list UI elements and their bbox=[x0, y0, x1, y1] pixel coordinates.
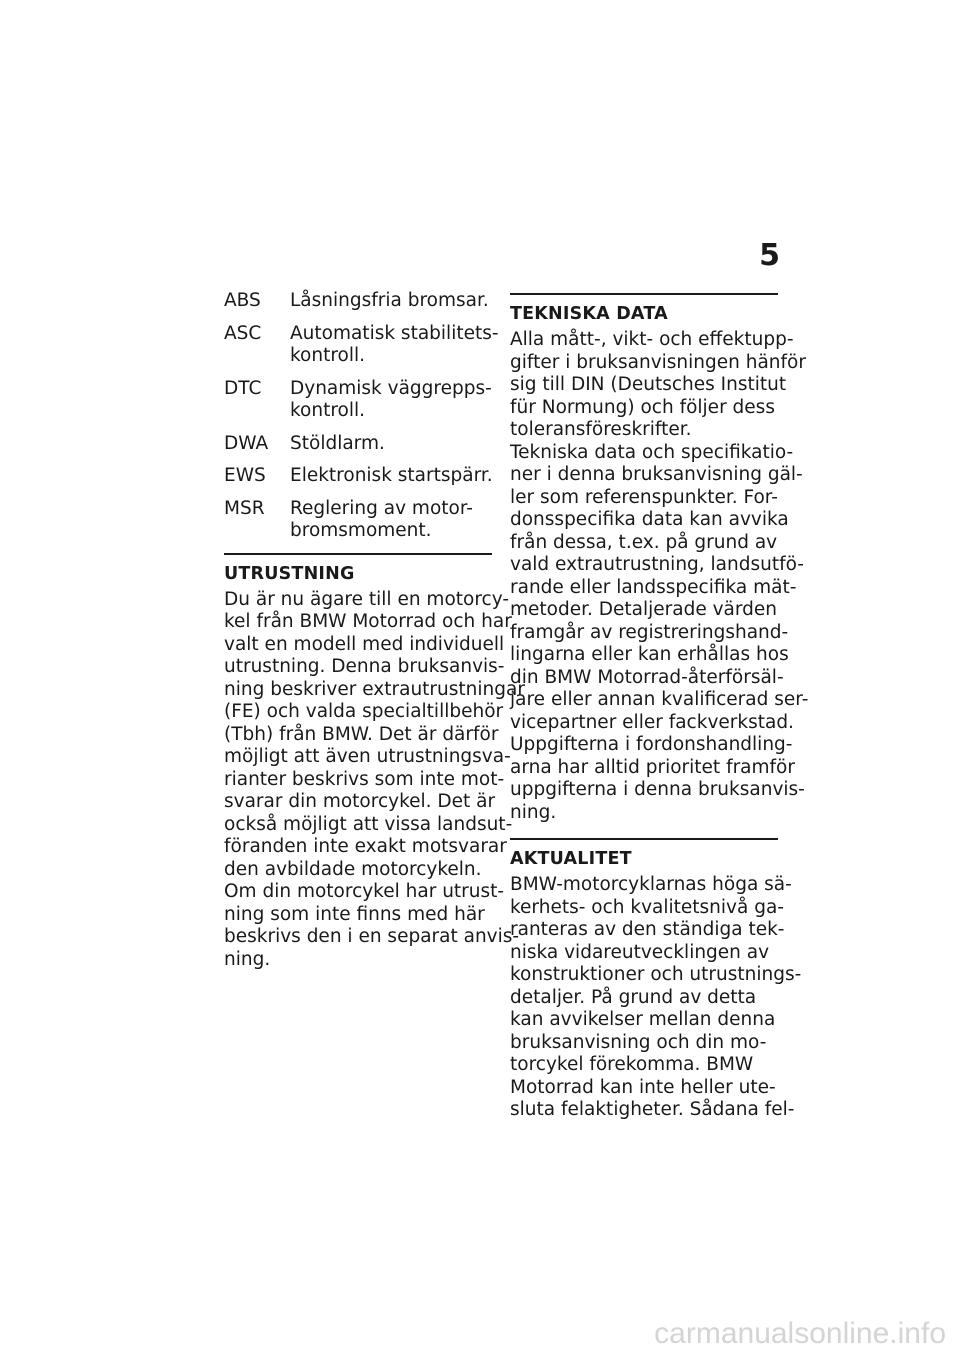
text-line: bromsmoment. bbox=[290, 520, 432, 541]
text-line: BMW-motorcyklarnas höga sä- bbox=[510, 874, 792, 895]
abbreviation-term: DTC bbox=[224, 377, 262, 399]
section-title-tekniska-data: TEKNISKA DATA bbox=[510, 304, 668, 324]
text-line: ranteras av den ständiga tek- bbox=[510, 919, 785, 940]
text-line: också möjligt att vissa landsut- bbox=[224, 813, 513, 835]
text-line: vicepartner eller fackverkstad. bbox=[510, 711, 794, 733]
abbreviation-definition bbox=[290, 498, 492, 543]
abbreviation-row bbox=[224, 498, 492, 543]
section-title-utrustning: UTRUSTNING bbox=[224, 563, 355, 584]
text-line: ning. bbox=[510, 801, 557, 823]
text-line: toleransföreskrifter. bbox=[510, 419, 692, 440]
text-line: Reglering av motor- bbox=[290, 497, 473, 519]
page-number: 5 bbox=[759, 238, 780, 273]
text-line: bruksanvisning och din mo- bbox=[510, 1031, 767, 1053]
paragraph bbox=[224, 588, 525, 882]
watermark: carmanualsonline.info bbox=[654, 1317, 946, 1350]
text-line: konstruktioner och utrustnings- bbox=[510, 964, 802, 985]
text-line: niska vidareutvecklingen av bbox=[510, 941, 770, 963]
text-line: gifter i bruksanvisningen hänför bbox=[510, 351, 806, 373]
text-line: kontroll. bbox=[290, 400, 366, 421]
text-line: Stöldlarm. bbox=[290, 432, 385, 454]
text-line: ler som referenspunkter. For- bbox=[510, 486, 778, 508]
abbreviation-definition bbox=[290, 378, 492, 423]
abbreviation-term: MSR bbox=[224, 497, 265, 519]
text-line: Om din motorcykel har utrust- bbox=[224, 881, 505, 902]
text-line: (Tbh) från BMW. Det är därför bbox=[224, 723, 499, 745]
text-line: Låsningsfria bromsar. bbox=[290, 290, 489, 311]
text-line: kan avvikelser mellan denna bbox=[510, 1009, 776, 1030]
section-utrustning bbox=[224, 553, 525, 972]
text-line: framgår av registreringshand- bbox=[510, 621, 789, 643]
text-line: uppgifterna i denna bruksanvis- bbox=[510, 779, 805, 800]
text-line: utrustning. Denna bruksanvis- bbox=[224, 656, 505, 677]
text-line: den avbildade motorcykeln. bbox=[224, 858, 482, 880]
text-line: detaljer. På grund av detta bbox=[510, 986, 757, 1008]
abbreviation-definition bbox=[290, 323, 499, 368]
text-line: rande eller landsspecifika mät- bbox=[510, 576, 797, 598]
abbreviation-term: ABS bbox=[224, 290, 261, 311]
section-body-tekniska-data bbox=[510, 329, 809, 824]
paragraph bbox=[510, 874, 802, 1122]
text-line: valt en modell med individuell bbox=[224, 633, 505, 655]
paragraph bbox=[224, 881, 520, 971]
abbreviation-row bbox=[224, 290, 492, 313]
text-line: Uppgifterna i fordonshandling- bbox=[510, 734, 793, 755]
text-line: kel från BMW Motorrad och har bbox=[224, 611, 512, 632]
text-line: Elektronisk startspärr. bbox=[290, 465, 493, 486]
text-line: föranden inte exakt motsvarar bbox=[224, 836, 507, 857]
section-title-aktualitet: AKTUALITET bbox=[510, 849, 632, 869]
paragraph bbox=[510, 441, 809, 735]
text-line: donsspecifika data kan avvika bbox=[510, 509, 789, 530]
abbreviation-definition bbox=[290, 290, 492, 313]
paragraph bbox=[510, 734, 805, 824]
text-line: metoder. Detaljerade värden bbox=[510, 599, 778, 620]
text-line: kerhets- och kvalitetsnivå ga- bbox=[510, 896, 784, 918]
abbreviation-term: ASC bbox=[224, 322, 262, 344]
abbreviation-definition bbox=[290, 465, 493, 488]
abbreviation-row bbox=[224, 322, 499, 368]
right-column bbox=[510, 293, 809, 1122]
text-line: arna har alltid prioritet framför bbox=[510, 756, 795, 778]
text-line: sluta felaktigheter. Sådana fel- bbox=[510, 1099, 795, 1120]
section-body-aktualitet bbox=[510, 874, 802, 1122]
text-line: ning som inte finns med här bbox=[224, 903, 485, 925]
abbreviation-definition bbox=[290, 433, 492, 456]
text-line: ning. bbox=[224, 948, 271, 970]
text-line: torcykel förekomma. BMW bbox=[510, 1054, 754, 1075]
abbreviation-row bbox=[224, 378, 492, 423]
section-aktualitet bbox=[510, 838, 802, 1122]
text-line: Alla mått-, vikt- och effektupp- bbox=[510, 329, 794, 350]
abbreviation-row bbox=[224, 433, 492, 456]
text-line: ning beskriver extrautrustningar bbox=[224, 678, 525, 700]
text-line: beskrivs den i en separat anvis- bbox=[224, 926, 520, 947]
abbreviation-list bbox=[224, 290, 499, 543]
text-line: Motorrad kan inte heller ute- bbox=[510, 1076, 776, 1098]
text-line: möjligt att även utrustningsva- bbox=[224, 746, 511, 767]
text-line: din BMW Motorrad-återförsäl- bbox=[510, 666, 784, 688]
text-line: Tekniska data och specifikatio- bbox=[510, 441, 794, 463]
text-line: für Normung) och följer dess bbox=[510, 396, 775, 418]
text-line: vald extrautrustning, landsutfö- bbox=[510, 554, 804, 575]
text-line: från dessa, t.ex. på grund av bbox=[510, 531, 778, 553]
text-line: (FE) och valda specialtillbehör bbox=[224, 701, 504, 722]
text-line: Dynamisk väggrepps- bbox=[290, 377, 492, 399]
abbreviation-term: DWA bbox=[224, 432, 269, 454]
left-column bbox=[224, 290, 525, 971]
text-line: kontroll. bbox=[290, 345, 366, 366]
text-line: svarar din motorcykel. Det är bbox=[224, 791, 496, 812]
paragraph bbox=[510, 329, 806, 442]
text-line: lingarna eller kan erhållas hos bbox=[510, 644, 789, 665]
text-line: ner i denna bruksanvisning gäl- bbox=[510, 464, 803, 485]
section-tekniska-data bbox=[510, 293, 809, 824]
abbreviation-row bbox=[224, 465, 492, 488]
text-line: Automatisk stabilitets- bbox=[290, 322, 499, 344]
abbreviation-term: EWS bbox=[224, 465, 266, 486]
text-line: jare eller annan kvalificerad ser- bbox=[510, 689, 809, 710]
section-body-utrustning bbox=[224, 588, 525, 972]
text-line: sig till DIN (Deutsches Institut bbox=[510, 374, 787, 395]
text-line: rianter beskrivs som inte mot- bbox=[224, 768, 505, 790]
text-line: Du är nu ägare till en motorcy- bbox=[224, 588, 510, 610]
